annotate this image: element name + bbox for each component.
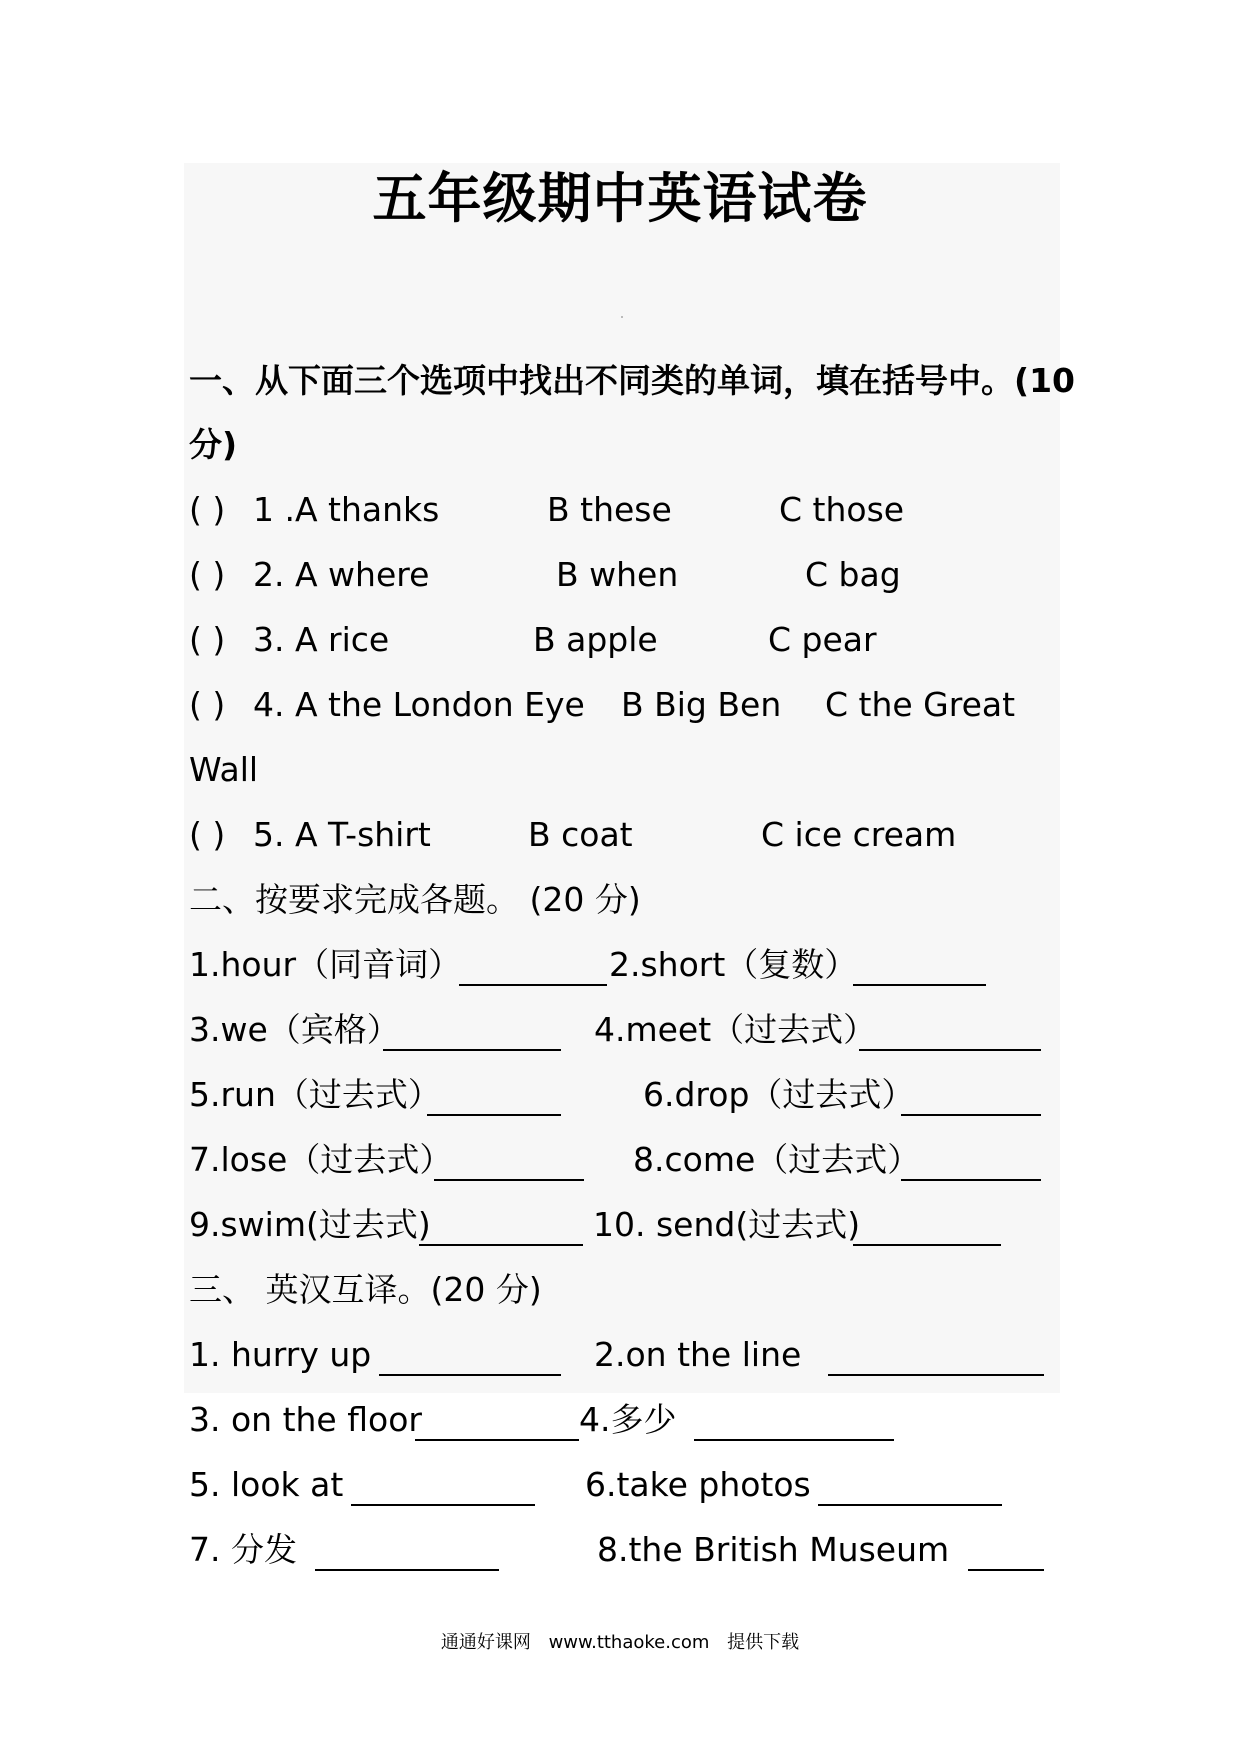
section2-row-1: [189, 936, 1049, 994]
prompt-right: 6.take photos: [585, 1465, 811, 1504]
section2-heading: 二、按要求完成各题。 (20 分): [189, 880, 641, 919]
prompt-right: 10. send(过去式): [593, 1205, 861, 1244]
option-b: B apple: [533, 620, 658, 659]
prompt-left: 9.swim(过去式): [189, 1205, 431, 1244]
prompt-right: 4.meet（过去式）: [594, 1010, 877, 1049]
option-a: 3. A rice: [253, 620, 390, 659]
answer-blank[interactable]: [427, 1074, 561, 1116]
prompt-right: 8.come（过去式）: [633, 1140, 921, 1179]
section1-heading: 一、从下面三个选项中找出不同类的单词，填在括号中。(10: [189, 361, 1076, 400]
section2-row-5: [189, 1196, 1049, 1254]
prompt-left: 1. hurry up: [189, 1335, 372, 1374]
answer-blank[interactable]: [818, 1464, 1002, 1506]
prompt-right: 6.drop（过去式）: [643, 1075, 915, 1114]
speck: [621, 316, 623, 318]
section2-row-3: [189, 1066, 1049, 1124]
prompt-right: 4.多少: [579, 1400, 677, 1439]
section3-row-1: [189, 1326, 1049, 1384]
answer-blank[interactable]: [459, 944, 607, 986]
answer-paren[interactable]: ( ): [189, 815, 226, 854]
answer-blank[interactable]: [694, 1399, 894, 1441]
prompt-left: 7. 分发: [189, 1530, 297, 1569]
answer-blank[interactable]: [901, 1074, 1041, 1116]
option-c: C the Great: [825, 685, 1016, 724]
option-a: 1 .A thanks: [253, 490, 440, 529]
answer-blank[interactable]: [315, 1529, 499, 1571]
option-a: 5. A T-shirt: [253, 815, 431, 854]
answer-blank[interactable]: [351, 1464, 535, 1506]
page-title: 五年级期中英语试卷: [372, 166, 868, 230]
option-b: B Big Ben: [621, 685, 782, 724]
option-a: 4. A the London Eye: [253, 685, 585, 724]
answer-blank[interactable]: [383, 1009, 561, 1051]
prompt-right: 2.on the line: [594, 1335, 802, 1374]
answer-paren[interactable]: ( ): [189, 555, 226, 594]
section3-heading: 三、 英汉互译。(20 分): [189, 1270, 542, 1309]
section3-row-3: [189, 1456, 1049, 1514]
question-1: [189, 481, 1049, 539]
answer-paren[interactable]: ( ): [189, 620, 226, 659]
answer-blank[interactable]: [853, 944, 986, 986]
footer-site-name: 通通好课网: [440, 1632, 531, 1653]
option-c: C pear: [768, 620, 877, 659]
option-a: 2. A where: [253, 555, 430, 594]
answer-paren[interactable]: ( ): [189, 685, 226, 724]
answer-blank[interactable]: [901, 1139, 1041, 1181]
question-3: [189, 611, 1049, 669]
section2-row-4: [189, 1131, 1049, 1189]
question-2: [189, 546, 1049, 604]
answer-blank[interactable]: [968, 1529, 1044, 1571]
option-b: B these: [547, 490, 672, 529]
section2-row-2: [189, 1001, 1049, 1059]
option-c: C ice cream: [761, 815, 957, 854]
answer-blank[interactable]: [828, 1334, 1044, 1376]
section3-row-4: [189, 1521, 1049, 1579]
option-c: C bag: [805, 555, 901, 594]
answer-blank[interactable]: [434, 1139, 584, 1181]
prompt-left: 1.hour（同音词）: [189, 945, 462, 984]
question-4-wrap: Wall: [189, 750, 259, 789]
answer-blank[interactable]: [419, 1204, 583, 1246]
footer-url[interactable]: www.tthaoke.com: [548, 1632, 710, 1653]
prompt-right: 8.the British Museum: [597, 1530, 950, 1569]
prompt-left: 3.we（宾格）: [189, 1010, 400, 1049]
prompt-left: 5.run（过去式）: [189, 1075, 441, 1114]
prompt-left: 7.lose（过去式）: [189, 1140, 453, 1179]
section1-heading-cont: 分): [189, 425, 238, 464]
page-footer: [0, 1630, 1240, 1656]
question-4: [189, 676, 1049, 734]
prompt-right: 2.short（复数）: [609, 945, 858, 984]
question-5: [189, 806, 1049, 864]
footer-action: 提供下载: [727, 1632, 800, 1653]
answer-paren[interactable]: ( ): [189, 490, 226, 529]
answer-blank[interactable]: [859, 1009, 1041, 1051]
prompt-left: 5. look at: [189, 1465, 344, 1504]
option-b: B when: [556, 555, 679, 594]
prompt-left: 3. on the floor: [189, 1400, 422, 1439]
option-b: B coat: [528, 815, 633, 854]
section3-row-2: [189, 1391, 1049, 1449]
option-c: C those: [779, 490, 905, 529]
answer-blank[interactable]: [853, 1204, 1001, 1246]
answer-blank[interactable]: [415, 1399, 579, 1441]
answer-blank[interactable]: [379, 1334, 561, 1376]
